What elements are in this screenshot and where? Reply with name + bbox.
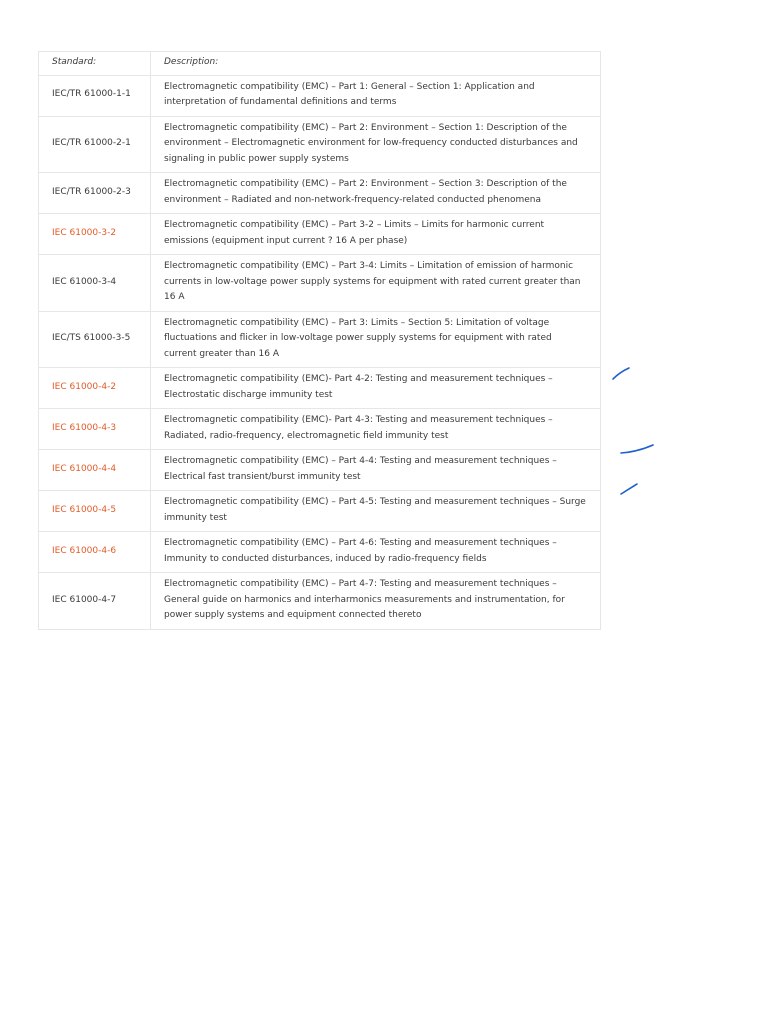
standard-cell [39,368,151,409]
table-row [39,532,601,573]
table-row [39,573,601,630]
description-cell: Electromagnetic compatibility (EMC)- Part 4-2: Testing and measurement techniques – Electrostatic discharge immunity test [151,368,601,409]
standard-cell [39,450,151,491]
standard-cell [39,116,151,173]
standard-code: IEC 61000-3-4 [52,276,117,287]
standard-link[interactable]: IEC 61000-4-4 [52,463,117,474]
table-row [39,368,601,409]
standard-cell [39,573,151,630]
description-cell: Electromagnetic compatibility (EMC) – Part 2: Environment – Section 1: Description of the environment – Electromagnetic environment for low-frequency conducted disturbances and signaling in public power supply systems [151,116,601,173]
check-mark-4-4 [621,445,653,453]
description-cell: Electromagnetic compatibility (EMC) – Part 4-4: Testing and measurement techniques – Electrical fast transient/burst immunity test [151,450,601,491]
description-cell: Electromagnetic compatibility (EMC) – Part 2: Environment – Section 3: Description of the environment – Radiated and non-network-frequency-related conducted phenomena [151,173,601,214]
description-cell: Electromagnetic compatibility (EMC) – Part 3-4: Limits – Limitation of emission of harmonic currents in low-voltage power supply systems for equipment with rated current greater than 16 A [151,255,601,312]
standard-code: IEC 61000-4-7 [52,594,117,605]
standard-link[interactable]: IEC 61000-3-2 [52,227,117,238]
standard-code: IEC/TR 61000-1-1 [52,89,131,100]
standard-cell [39,532,151,573]
standards-table [38,51,601,630]
description-cell: Electromagnetic compatibility (EMC) – Part 3-2 – Limits – Limits for harmonic current emissions (equipment input current ? 16 A per phase) [151,214,601,255]
description-cell: Electromagnetic compatibility (EMC)- Part 4-3: Testing and measurement techniques – Radiated, radio-frequency, electromagnetic field immunity test [151,409,601,450]
standard-link[interactable]: IEC 61000-4-5 [52,504,117,515]
table-row [39,116,601,173]
standard-cell [39,173,151,214]
standard-code: IEC/TR 61000-2-3 [52,186,131,197]
check-mark-4-2 [613,368,629,379]
standard-column-header: Standard: [39,52,151,76]
table-header-row [39,52,601,76]
standard-code: IEC/TS 61000-3-5 [52,333,131,343]
description-cell: Electromagnetic compatibility (EMC) – Part 3: Limits – Section 5: Limitation of voltage fluctuations and flicker in low-voltage power supply systems for equipment with rated current greater than 16 A [151,311,601,368]
standard-cell [39,214,151,255]
description-cell: Electromagnetic compatibility (EMC) – Part 1: General – Section 1: Application and interpretation of fundamental definitions and terms [151,75,601,116]
description-cell: Electromagnetic compatibility (EMC) – Part 4-5: Testing and measurement techniques – Surge immunity test [151,491,601,532]
standard-code: IEC/TR 61000-2-1 [52,138,131,148]
standard-cell [39,75,151,116]
check-mark-4-5 [621,484,637,494]
standard-link[interactable]: IEC 61000-4-2 [52,381,117,392]
description-cell: Electromagnetic compatibility (EMC) – Part 4-6: Testing and measurement techniques – Immunity to conducted disturbances, induced by radio-frequency fields [151,532,601,573]
table-row [39,311,601,368]
table-row [39,491,601,532]
table-row [39,409,601,450]
standard-cell [39,491,151,532]
table-row [39,214,601,255]
description-column-header: Description: [151,52,601,76]
table-row [39,255,601,312]
standard-link[interactable]: IEC 61000-4-3 [52,422,117,433]
standard-link[interactable]: IEC 61000-4-6 [52,545,117,556]
description-cell: Electromagnetic compatibility (EMC) – Part 4-7: Testing and measurement techniques – General guide on harmonics and interharmonics measurements and instrumentation, for power supply systems and equipment connected thereto [151,573,601,630]
table-row [39,450,601,491]
standard-cell [39,311,151,368]
table-row [39,173,601,214]
table-row [39,75,601,116]
standard-cell [39,409,151,450]
standard-cell [39,255,151,312]
